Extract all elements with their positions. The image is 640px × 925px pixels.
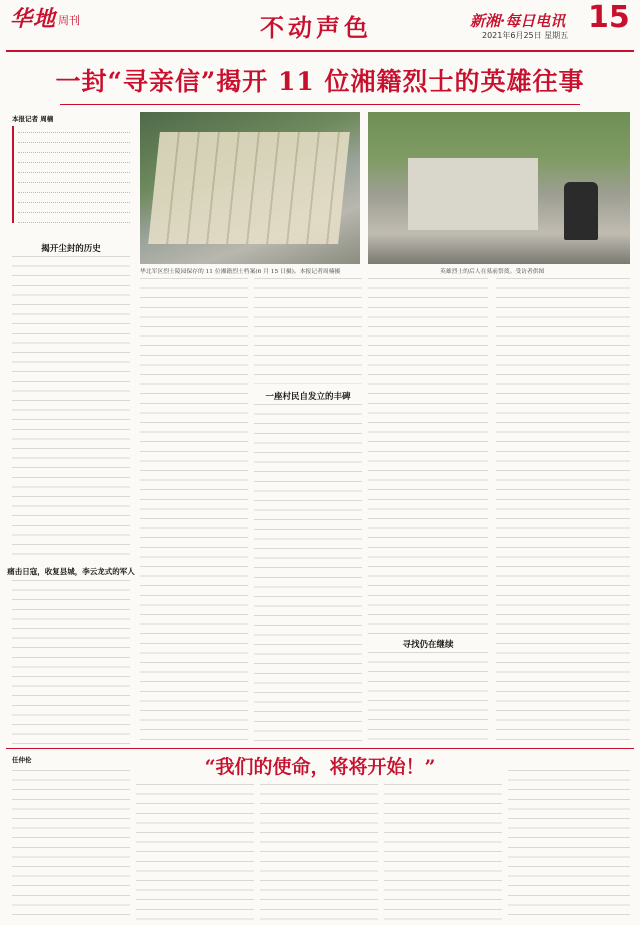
lower-text-col2: [136, 784, 254, 920]
tombstone: [408, 158, 538, 230]
photo1-caption: 华北军区烈士陵园保存的 11 位湘籍烈士档案(6 月 15 日摄)。本报记者周楠摄: [140, 269, 341, 275]
subhead-3: 寻找仍在继续: [402, 640, 454, 650]
lower-text-col4: [384, 784, 502, 920]
photo-tomb: [368, 112, 630, 264]
photo-archives: [140, 112, 360, 264]
byline: 本报记者 周楠: [12, 115, 54, 123]
article-column-1a: [12, 126, 130, 238]
paper-name: 新湘·每日电讯: [470, 12, 566, 30]
archive-folders: [148, 132, 350, 244]
page-number: 15: [588, 0, 630, 35]
text-block-col4: [368, 278, 488, 634]
lower-divider: [6, 748, 634, 749]
lower-text-col3: [260, 784, 378, 920]
headline: 一封“寻亲信”揭开 11 位湘籍烈士的英雄往事: [55, 67, 585, 96]
subhead-2: 一座村民自发立的丰碑: [265, 392, 351, 402]
text-block-col3: [254, 404, 362, 748]
subhead-1: 揭开尘封的历史: [41, 244, 101, 254]
brand-week: 周刊: [58, 14, 80, 27]
text-block-col3-top: [254, 278, 362, 384]
brand-logo: 华地: [10, 6, 57, 32]
text-block-col1-b: [12, 580, 130, 748]
issue-date: 2021年6月25日 星期五: [482, 31, 569, 40]
headline-rule: [60, 104, 580, 105]
masthead: [0, 0, 640, 52]
kneeling-person: [564, 182, 598, 240]
lower-headline: “我们的使命，将将开始！”: [204, 756, 436, 778]
lower-text-col5: [508, 770, 630, 920]
lower-byline: 任仲伦: [12, 756, 32, 764]
text-block-col1: [12, 256, 130, 556]
section-title: 不动声色: [260, 13, 372, 42]
masthead-rule: [6, 50, 634, 52]
text-block-col5: [496, 278, 630, 748]
text-block-col4-b: [368, 652, 488, 748]
text-block-col2: [140, 278, 248, 748]
photo2-caption: 英雄烈士的后人在墓前祭奠。受访者供图: [440, 269, 545, 275]
lower-text-col1: [12, 770, 130, 920]
subhead-4: 痛击日寇，收复县城，李云龙式的军人: [7, 567, 135, 576]
